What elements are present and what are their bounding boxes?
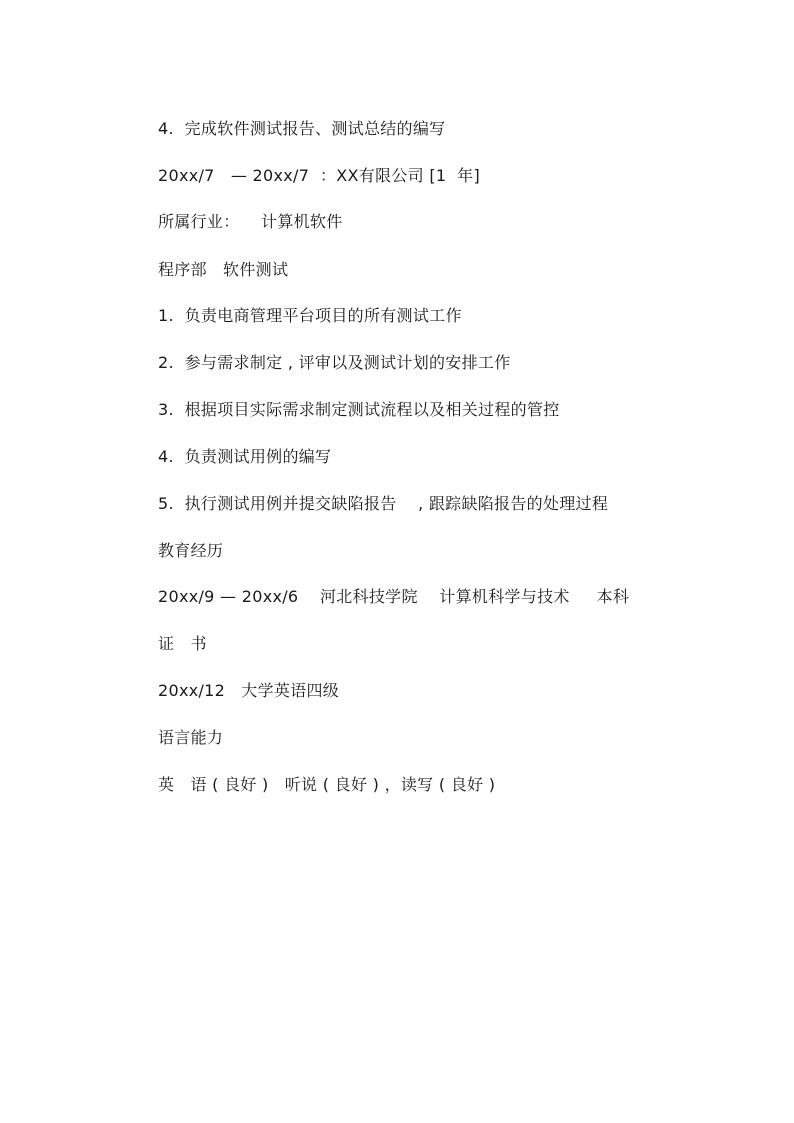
department-position: 程序部 软件测试	[158, 260, 289, 279]
duty-item-4: 4. 负责测试用例的编写	[158, 447, 332, 466]
education-heading: 教育经历	[158, 541, 224, 560]
certificate-entry: 20xx/12 大学英语四级	[158, 681, 340, 700]
language-heading: 语言能力	[158, 728, 224, 747]
duty-item-3: 3. 根据项目实际需求制定测试流程以及相关过程的管控	[158, 400, 560, 419]
duty-item-5: 5. 执行测试用例并提交缺陷报告 , 跟踪缺陷报告的处理过程	[158, 494, 609, 513]
certificates-heading: 证 书	[158, 634, 207, 653]
work-period: 20xx/7 — 20xx/7 ：XX有限公司 [1 年]	[158, 166, 480, 185]
duty-item-1: 1. 负责电商管理平台项目的所有测试工作	[158, 306, 462, 325]
duty-item-2: 2. 参与需求制定 , 评审以及测试计划的安排工作	[158, 353, 511, 372]
education-entry: 20xx/9 — 20xx/6 河北科技学院 计算机科学与技术 本科	[158, 587, 630, 606]
duty-item-4-report: 4. 完成软件测试报告、测试总结的编写	[158, 119, 446, 138]
industry: 所属行业： 计算机软件	[158, 212, 343, 231]
language-entry: 英 语 ( 良好 ) 听说 ( 良好 ) ，读写 ( 良好 )	[158, 775, 496, 794]
